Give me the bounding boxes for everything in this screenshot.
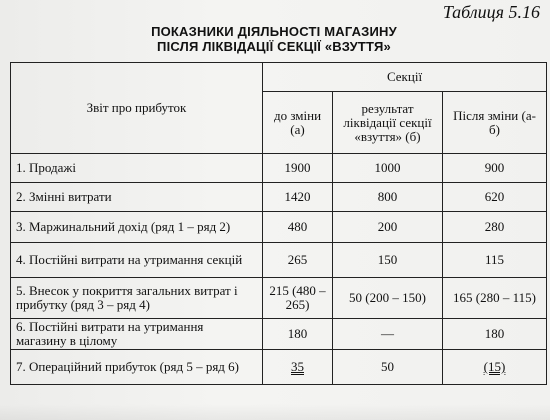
sales-result-value: 1000 (333, 154, 443, 183)
sales-before-value: 1900 (263, 154, 333, 183)
table-number: Таблиця 5.16 (442, 2, 540, 22)
column-header-before: до зміни (а) (263, 92, 333, 154)
section-fixed-costs-before-value: 265 (263, 243, 333, 278)
section-fixed-costs-result-value: 150 (333, 243, 443, 278)
section-fixed-costs-after-value: 115 (443, 243, 547, 278)
row-label-margin-income: 3. Маржинальний дохід (ряд 1 – ряд 2) (11, 212, 263, 243)
margin-income-result-value: 200 (333, 212, 443, 243)
title-line-2: ПІСЛЯ ЛІКВІДАЦІЇ СЕКЦІЇ «ВЗУТТЯ» (157, 39, 391, 54)
scan-edge-shadow (0, 404, 550, 420)
table-row (11, 319, 547, 350)
sales-after-value: 900 (443, 154, 547, 183)
column-header-after: Після зміни (а-б) (443, 92, 547, 154)
table-row (11, 243, 547, 278)
operating-profit-after-value: (15) (443, 350, 547, 385)
table-header-row (11, 63, 547, 92)
sections-header: Секції (263, 63, 547, 92)
store-fixed-costs-after-value: 180 (443, 319, 547, 350)
variable-costs-after-value: 620 (443, 183, 547, 212)
row-label-variable-costs: 2. Змінні витрати (11, 183, 263, 212)
contribution-result-value: 50 (200 – 150) (333, 278, 443, 319)
variable-costs-result-value: 800 (333, 183, 443, 212)
row-label-operating-profit: 7. Операційний прибуток (ряд 5 – ряд 6) (11, 350, 263, 385)
row-label-sales: 1. Продажі (11, 154, 263, 183)
row-label-contribution: 5. Внесок у покриття загальних витрат і прибутку (ряд 3 – ряд 4) (11, 278, 263, 319)
store-fixed-costs-result-value: — (333, 319, 443, 350)
table-row (11, 278, 547, 319)
contribution-after-value: 165 (280 – 115) (443, 278, 547, 319)
margin-income-before-value: 480 (263, 212, 333, 243)
row-label-store-fixed-costs: 6. Постійні витрати на утримання магазину в цілому (11, 319, 263, 350)
operating-profit-result-value: 50 (333, 350, 443, 385)
document-title (112, 24, 436, 54)
table-row (11, 154, 547, 183)
margin-income-after-value: 280 (443, 212, 547, 243)
contribution-before-value: 215 (480 – 265) (263, 278, 333, 319)
column-header-result: результат ліквідації секції «взуття» (б) (333, 92, 443, 154)
report-header: Звіт про прибуток (11, 63, 263, 154)
operating-profit-before-value: 35 (263, 350, 333, 385)
performance-table (10, 62, 547, 385)
table-row (11, 350, 547, 385)
row-label-section-fixed-costs: 4. Постійні витрати на утримання секцій (11, 243, 263, 278)
table-row (11, 183, 547, 212)
title-line-1: ПОКАЗНИКИ ДІЯЛЬНОСТІ МАГАЗИНУ (151, 24, 397, 39)
variable-costs-before-value: 1420 (263, 183, 333, 212)
store-fixed-costs-before-value: 180 (263, 319, 333, 350)
table-row (11, 212, 547, 243)
